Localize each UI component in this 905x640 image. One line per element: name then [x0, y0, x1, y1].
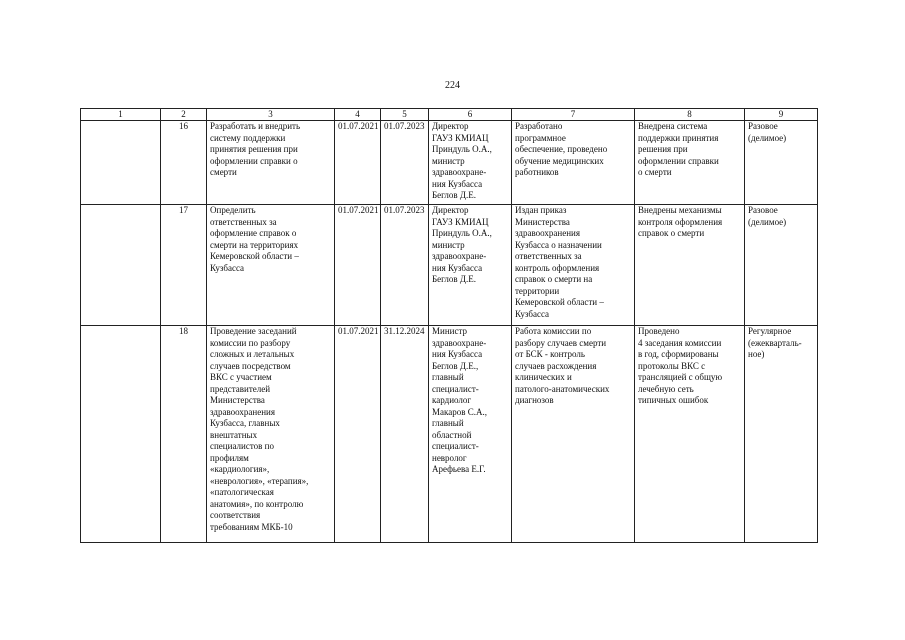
- cell-result: Работа комиссии по разбору случаев смерти от БСК - контроль случаев расхождения клинических и патолого-анатомических диагнозов: [512, 326, 635, 543]
- column-header: 9: [745, 109, 818, 121]
- cell-responsible: Директор ГАУЗ КМИАЦ Приндуль О.А., министр здравоохране- ния Кузбасса Беглов Д.Е.: [429, 205, 512, 326]
- table-row: [81, 326, 818, 543]
- cell-start-date: 01.07.2021: [335, 205, 381, 326]
- page-number: 224: [445, 80, 460, 91]
- cell-col1: [81, 205, 161, 326]
- cell-type: Разовое (делимое): [745, 205, 818, 326]
- table-row: [81, 121, 818, 205]
- cell-indicator: Проведено 4 заседания комиссии в год, сформированы протоколы ВКС с трансляцией с общую лечебную сеть типичных ошибок: [635, 326, 745, 543]
- cell-task: Определить ответственных за оформление справок о смерти на территориях Кемеровской области – Кузбасса: [207, 205, 335, 326]
- table-row: [81, 205, 818, 326]
- cell-task: Проведение заседаний комиссии по разбору сложных и летальных случаев посредством ВКС с участием представителей Министерства здравоохранения Кузбасса, главных внештатных специалистов по профилям «кардиология», «неврология», «терапия», «патологическая анатомия», по контролю соответствия требованиям МКБ-10: [207, 326, 335, 543]
- cell-number: 17: [161, 205, 207, 326]
- cell-start-date: 01.07.2021: [335, 326, 381, 543]
- cell-end-date: 01.07.2023: [381, 205, 429, 326]
- cell-end-date: 31.12.2024: [381, 326, 429, 543]
- cell-indicator: Внедрены механизмы контроля оформления справок о смерти: [635, 205, 745, 326]
- cell-task: Разработать и внедрить систему поддержки принятия решения при оформлении справки о смерти: [207, 121, 335, 205]
- column-header: 8: [635, 109, 745, 121]
- cell-responsible: Министр здравоохране- ния Кузбасса Беглов Д.Е., главный специалист- кардиолог Макаров С.А., главный областной специалист- невролог Арефьева Е.Г.: [429, 326, 512, 543]
- column-header: 5: [381, 109, 429, 121]
- table-header-row: [81, 109, 818, 121]
- column-header: 4: [335, 109, 381, 121]
- cell-responsible: Директор ГАУЗ КМИАЦ Приндуль О.А., министр здравоохране- ния Кузбасса Беглов Д.Е.: [429, 121, 512, 205]
- cell-number: 18: [161, 326, 207, 543]
- measures-table: [80, 108, 818, 543]
- column-header: 3: [207, 109, 335, 121]
- cell-result: Издан приказ Министерства здравоохранения Кузбасса о назначении ответственных за контроль оформления справок о смерти на территории Кемеровской области – Кузбасса: [512, 205, 635, 326]
- cell-result: Разработано программное обеспечение, проведено обучение медицинских работников: [512, 121, 635, 205]
- cell-number: 16: [161, 121, 207, 205]
- column-header: 6: [429, 109, 512, 121]
- cell-type: Разовое (делимое): [745, 121, 818, 205]
- column-header: 1: [81, 109, 161, 121]
- cell-col1: [81, 326, 161, 543]
- column-header: 2: [161, 109, 207, 121]
- cell-col1: [81, 121, 161, 205]
- cell-end-date: 01.07.2023: [381, 121, 429, 205]
- column-header: 7: [512, 109, 635, 121]
- cell-type: Регулярное (ежекварталь- ное): [745, 326, 818, 543]
- cell-start-date: 01.07.2021: [335, 121, 381, 205]
- cell-indicator: Внедрена система поддержки принятия решения при оформлении справки о смерти: [635, 121, 745, 205]
